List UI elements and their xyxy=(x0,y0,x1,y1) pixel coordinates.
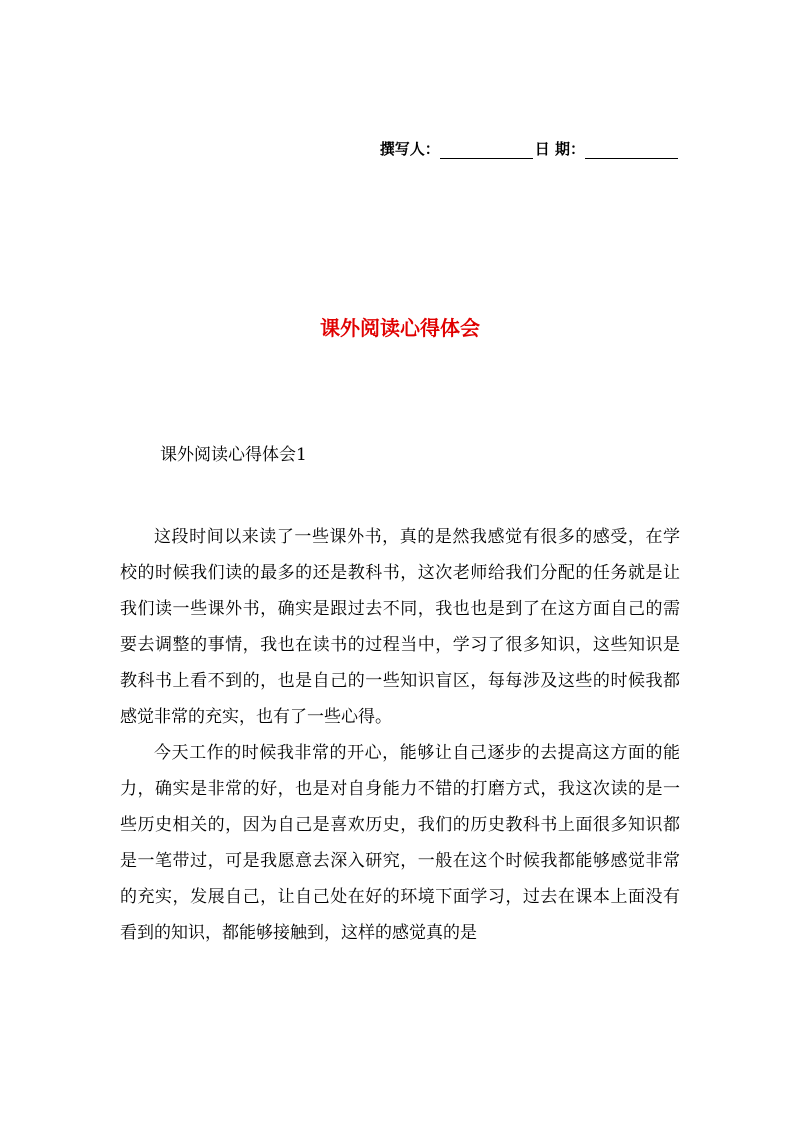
date-blank-field[interactable] xyxy=(585,142,678,159)
document-title: 课外阅读心得体会 xyxy=(320,316,480,340)
author-label: 撰写人： xyxy=(379,140,440,158)
section-heading: 课外阅读心得体会1 xyxy=(160,445,307,465)
author-date-line xyxy=(380,138,680,159)
body-paragraph-2-container xyxy=(120,735,680,951)
date-label: 日 期： xyxy=(534,140,585,158)
body-paragraph: 今天工作的时候我非常的开心，能够让自己逐步的去提高这方面的能力，确实是非常的好，也是对自身能力不错的打磨方式，我这次读的是一些历史相关的，因为自己是喜欢历史，我们的历史教科书上面很多知识都是一笔带过，可是我愿意去深入研究，一般在这个时候我都能够感觉非常的充实，发展自己，让自己处在好的环境下面学习，过去在课本上面没有看到的知识，都能够接触到，这样的感觉真的是 xyxy=(120,743,680,943)
author-blank-field[interactable] xyxy=(440,142,533,159)
body-paragraph-1-container xyxy=(120,519,680,735)
body-paragraph: 这段时间以来读了一些课外书，真的是然我感觉有很多的感受，在学校的时候我们读的最多的还是教科书，这次老师给我们分配的任务就是让我们读一些课外书，确实是跟过去不同，我也也是到了在这方面自己的需要去调整的事情，我也在读书的过程当中，学习了很多知识，这些知识是教科书上看不到的，也是自己的一些知识盲区，每每涉及这些的时候我都感觉非常的充实，也有了一些心得。 xyxy=(120,527,680,727)
